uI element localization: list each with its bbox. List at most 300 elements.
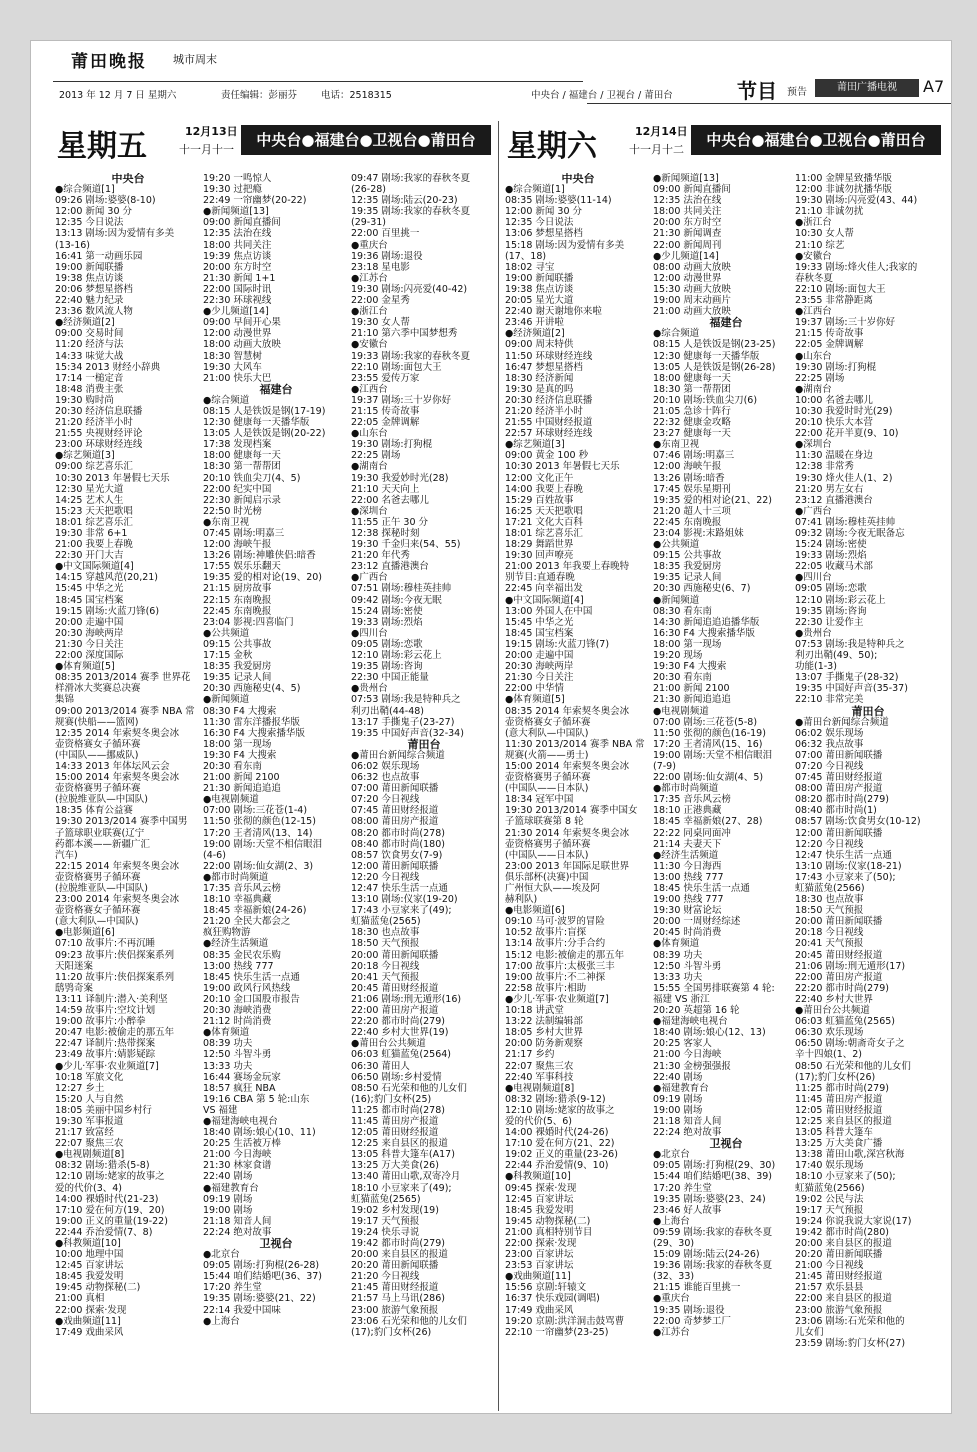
- listing-line: ●广西台: [351, 572, 388, 584]
- listing-line: 药都本溪——新疆广汇: [55, 838, 151, 850]
- listing-line: 12:38 非常秀: [795, 461, 854, 473]
- listing-line: 虹猫蓝兔(2565): [351, 916, 421, 928]
- listing-line: 10:30 我爱时时光(29): [795, 405, 893, 417]
- station-heading: 中央台: [561, 173, 595, 185]
- listing-line: 壶资格赛女子循环赛: [55, 905, 141, 917]
- listing-line: 22:30 新闻启示录: [203, 494, 281, 506]
- listing-line: 06:50 剧场:乡村爱情: [351, 1071, 442, 1083]
- listing-line: 19:35 剧场:咨询: [351, 661, 423, 673]
- listing-line: ●公共频道: [653, 539, 700, 551]
- listing-line: 12:25 来自县区的报道: [351, 1138, 448, 1150]
- listing-line: 18:30 经济新闻: [505, 372, 574, 384]
- listing-line: 22:40 剧场: [653, 1071, 703, 1083]
- listing-line: 19:35 爱的相对论(21、22): [653, 494, 772, 506]
- listing-line: ●山东台: [795, 350, 832, 362]
- listing-line: 18:00 第一现场: [203, 738, 272, 750]
- listing-line: 20:45 莆田财经报道: [351, 982, 439, 994]
- listing-line: 18:45 我爱发明: [505, 1204, 574, 1216]
- listing-column-6: [795, 173, 941, 1349]
- listing-line: ●戏曲频道[11]: [55, 1315, 121, 1327]
- lunar-date: 十一月十二: [629, 143, 684, 156]
- listing-line: 09:19 剧场: [203, 1193, 253, 1205]
- listing-line: 22:14 我爱中国味: [203, 1304, 281, 1316]
- listing-line: 20:10 快乐大本营: [795, 417, 873, 429]
- listing-line: 18:30 智慧树: [203, 350, 262, 362]
- listing-line: 19:30 购时尚: [55, 394, 114, 406]
- listing-line: 11:30 雷东洋播报华版: [203, 716, 300, 728]
- listing-line: 08:20 都市时尚(278): [351, 827, 445, 839]
- listing-line: (17、18): [505, 250, 547, 262]
- listing-line: 22:00 花开半夏(9、10): [795, 428, 899, 440]
- listing-line: 13:07 手撕鬼子(28-32): [795, 672, 899, 684]
- listing-line: 20:18 今日视线: [351, 960, 420, 972]
- listing-line: 09:00 2013/2014 赛季 NBA 常: [55, 705, 195, 717]
- listing-line: 21:00 今日海峡: [203, 1149, 272, 1161]
- listing-line: 18:35 我爱厨房: [203, 661, 272, 673]
- listing-line: 22:49 一帘幽梦(20-22): [203, 195, 307, 207]
- listing-line: 10:30 女人帮: [795, 228, 854, 240]
- listing-line: 10:18 军旅文化: [55, 1071, 124, 1083]
- listing-line: 鸱鸮奇案: [55, 982, 94, 994]
- listing-line: 08:35 金民农乐购: [203, 949, 281, 961]
- listing-line: 18:45 幸福新娘(27、28): [653, 816, 763, 828]
- listing-line: 13:26 剧场:暗香: [653, 472, 725, 484]
- listing-line: ●综合频道[1]: [55, 184, 115, 196]
- listing-line: 21:10 第六季中国梦想秀: [351, 328, 458, 340]
- station-heading: 福建台: [709, 316, 743, 330]
- listing-line: 12:50 斗智斗勇: [653, 960, 722, 972]
- listing-line: (17);豹门女杯(26): [351, 1326, 432, 1338]
- listing-line: 06:30 莆田人: [351, 1060, 410, 1072]
- listing-line: 23:59 剧场:豹门女杯(27): [795, 1337, 906, 1349]
- listing-line: 22:10 剧场:面包大王: [795, 283, 886, 295]
- listing-line: 11:50 张彻的颜色(12-15): [203, 816, 316, 828]
- listing-line: 17:55 娱乐乐翻天: [203, 561, 281, 573]
- listing-line: 20:45 时尚消费: [653, 927, 722, 939]
- listing-line: 12:35 法治在线: [653, 195, 722, 207]
- listing-line: 20:00 莆田新闻联播: [351, 949, 439, 961]
- listing-line: 21:30 今日关注: [505, 672, 574, 684]
- listing-line: 22:30 让爱作主: [795, 616, 864, 628]
- listing-line: 19:30 剧场:闪亮爱(40-42): [351, 283, 468, 295]
- listing-line: 23:46 好人故事: [653, 1204, 722, 1216]
- listing-line: 福建 VS 浙江: [653, 993, 710, 1005]
- listing-line: 13:10 剧场:仪家(18-21): [795, 860, 902, 872]
- listing-line: 18:45 快乐生活一点通: [203, 971, 300, 983]
- listing-line: 19:37 剧场:三十岁你好: [795, 317, 896, 329]
- listing-line: 12:35 剧场:陆云(20-23): [351, 195, 458, 207]
- listing-line: 19:30 我爱妙时光(28): [351, 472, 449, 484]
- listing-line: 11:25 都市时尚(278): [351, 1104, 445, 1116]
- listing-line: 21:20 经济半小时: [505, 405, 583, 417]
- listing-line: 09:00 新闻直播间: [203, 217, 281, 229]
- listing-line: 07:10 故事片:不再沉睡: [55, 938, 156, 950]
- listing-line: 22:40 乡村大世界(19): [351, 1027, 449, 1039]
- listing-line: 22:00 百里挑一: [351, 228, 420, 240]
- listing-line: 21:00 真相特别节目: [505, 1226, 593, 1238]
- listing-line: 21:00 2013 年我要上春晚特: [505, 561, 630, 573]
- listing-line: 06:32 也点故事: [351, 772, 420, 784]
- listing-line: 19:30 F4 大搜索: [653, 661, 727, 673]
- listing-line: ●江西台: [351, 383, 388, 395]
- listing-line: ●上海台: [653, 1215, 690, 1227]
- listing-line: 13:05 科普大篷车(A17): [351, 1149, 455, 1161]
- listing-line: ●电视剧频道: [653, 705, 709, 717]
- listing-line: 08:39 功夫: [203, 1038, 253, 1050]
- listing-line: 19:45 动物探秘(二): [505, 1215, 591, 1227]
- listing-line: 12:00 新闻 30 分: [505, 206, 583, 218]
- channel-banner: 中央台●福建台●卫视台●莆田台: [691, 125, 941, 155]
- page-number: A7: [923, 77, 945, 96]
- listing-line: 18:57 疯狂 NBA: [203, 1082, 276, 1094]
- listing-line: 23:00 2013 年国际足联世界: [505, 860, 630, 872]
- listing-line: 11:55 正午 30 分: [351, 516, 429, 528]
- listing-line: ●经济生活频道: [653, 849, 719, 861]
- listing-line: (26-28): [351, 184, 387, 196]
- listing-line: 20:20 莆田新闻联播: [351, 1260, 439, 1272]
- listing-line: 20:25 客家人: [653, 1038, 712, 1050]
- listing-line: 17:40 娱乐现场: [795, 1160, 864, 1172]
- listing-line: 20:00 走遍中国: [505, 650, 574, 662]
- listing-line: 22:30 中国正能量: [351, 672, 429, 684]
- listing-line: 22:47 译制片:热带探案: [55, 1038, 156, 1050]
- listing-line: 09:45 探索·发现: [505, 1182, 577, 1194]
- listing-line: 06:30 欢乐现场: [795, 1027, 864, 1039]
- listing-line: 19:45 动物探秘(二): [55, 1282, 141, 1294]
- listing-line: 15:44 咱们结婚吧(38、39): [653, 1171, 772, 1183]
- listing-line: ●新闻频道: [203, 694, 250, 706]
- listing-line: 21:15 传奇故事: [351, 405, 420, 417]
- listing-line: 08:57 饮食男女(7-9): [351, 849, 443, 861]
- listing-line: 21:57 马上马讯(286): [351, 1293, 445, 1305]
- listing-line: ●莆田台新闻综合频道: [795, 716, 889, 728]
- listing-line: 09:26 剧场:婆婆(8-10): [55, 195, 156, 207]
- listing-line: 18:00 健康每一天: [203, 450, 281, 462]
- listing-line: 18:40 剧场:娘心(10、11): [203, 1127, 316, 1139]
- listing-line: 20:30 经济信息联播: [55, 405, 143, 417]
- listing-line: 19:15 剧场:火蓝刀锋(6): [55, 605, 160, 617]
- listing-line: 15:56 京剧:轩辕文: [505, 1282, 587, 1294]
- listing-line: 22:15 2014 年索契冬奥会冰: [55, 860, 180, 872]
- listing-line: 12:10 剧场:彩云花上: [351, 650, 442, 662]
- listing-line: 12:00 非诚勿扰播华版: [795, 184, 892, 196]
- listing-line: 17:20 王者清风(15、16): [653, 738, 763, 750]
- listing-line: 19:30 是真的吗: [505, 383, 574, 395]
- listing-line: 壶资格赛女子循环赛: [505, 716, 591, 728]
- listing-line: 12:00 新闻 30 分: [55, 206, 133, 218]
- listing-line: ●经济频道[2]: [55, 317, 115, 329]
- listing-line: 17:20 养生堂: [653, 1182, 712, 1194]
- listing-line: ●公共频道: [203, 627, 250, 639]
- listing-line: 21:00 新闻 2100: [653, 683, 730, 695]
- listing-line: (7-9): [653, 760, 676, 772]
- header-rule: [53, 81, 583, 82]
- listing-line: 22:07 聚焦三农: [505, 1060, 574, 1072]
- listing-line: 20:30 海峡消费: [203, 1005, 272, 1017]
- listing-line: 12:45 百家讲坛: [55, 1260, 124, 1272]
- listing-line: 12:10 剧场:彩云花上: [795, 594, 886, 606]
- listing-line: 07:46 剧场:明嘉三: [653, 450, 735, 462]
- listing-line: 09:19 剧场: [653, 1093, 703, 1105]
- listing-line: 17:38 发现档案: [203, 439, 272, 451]
- listing-line: 21:15 传奇故事: [795, 328, 864, 340]
- listing-line: 18:35 我爱厨房: [653, 561, 722, 573]
- station-logo: 莆田广播电视: [815, 79, 919, 97]
- listing-line: ●莆田台公共频道: [351, 1038, 426, 1050]
- listing-line: 13:40 莆田山歌,双寄冷月: [351, 1171, 461, 1183]
- listing-line: ●科教频道[10]: [505, 1171, 571, 1183]
- listing-line: 17:14 一槌定音: [55, 372, 124, 384]
- listing-line: 19:00 周末动画片: [653, 295, 731, 307]
- listing-line: ●都市时尚频道: [653, 783, 719, 795]
- listing-line: 13:05 人是铁饭是钢(20-22): [203, 428, 326, 440]
- listing-line: 21:55 央视财经评论: [55, 428, 143, 440]
- listing-line: 22:00 深度国际: [55, 650, 124, 662]
- listing-line: 样滑冰大奖赛总决赛: [55, 683, 141, 695]
- listing-line: 09:00 早间开心果: [203, 317, 281, 329]
- listing-line: 15:24 剧场:密使: [795, 539, 867, 551]
- listing-line: 11:50 环球财经连线: [505, 350, 593, 362]
- section-label: 城市周末: [173, 53, 217, 66]
- listing-line: 22:22 同桌同面冲: [653, 827, 731, 839]
- listing-line: 22:45 东南晚报: [653, 516, 722, 528]
- listing-line: 18:45 幸福新娘(24-26): [203, 905, 307, 917]
- listing-line: 21:12 时尚消费: [203, 1016, 272, 1028]
- listing-line: 13:05 人是铁饭是钢(26-28): [653, 361, 776, 373]
- listing-line: 06:02 娱乐现场: [351, 760, 420, 772]
- listing-line: (4-6): [203, 849, 226, 861]
- listing-line: 虹猫蓝兔(2566): [795, 883, 865, 894]
- listing-line: 16:30 F4 大搜索播华版: [653, 627, 755, 639]
- listing-line: 21:17 乡约: [505, 1049, 555, 1061]
- listing-line: 15:30 动画大放映: [653, 283, 731, 295]
- listing-line: ●贵州台: [351, 683, 388, 695]
- listing-line: 19:38 焦点访谈: [55, 272, 124, 284]
- listing-line: 20:00 防务新观察: [505, 1038, 583, 1050]
- listing-line: 19:00 正义的重量(19-22): [55, 1215, 168, 1227]
- listing-line: 17:10 爱在何方(19、20): [55, 1204, 165, 1216]
- listing-line: 21:00 快乐大巴: [203, 372, 272, 384]
- listing-line: 20:30 经济信息联播: [505, 394, 593, 406]
- listing-line: 22:24 绝对故事: [203, 1226, 272, 1238]
- listing-line: 14:25 艺术人生: [55, 494, 124, 506]
- listing-line: 13:13 剧场:因为爱情有多美: [55, 228, 175, 240]
- listing-line: 21:00 真相: [55, 1293, 105, 1305]
- listing-line: 22:00 新闻周刊: [653, 239, 722, 251]
- listing-line: 18:10 小豆家来了(50);: [795, 1171, 896, 1183]
- listing-line: 22:24 绝对故事: [653, 1127, 722, 1139]
- listing-line: 23:55 爱传万家: [351, 372, 420, 384]
- listing-line: 20:00 莆田新闻联播: [795, 916, 883, 928]
- listing-line: 19:36 剧场:我家的春秋冬夏: [653, 1260, 773, 1272]
- listing-line: 12:38 探秘时刻: [351, 528, 420, 539]
- listing-line: 20:30 看东南: [653, 672, 712, 684]
- listing-line: 13:06 梦想星搭档: [505, 228, 583, 240]
- listing-line: 13:10 剧场:仪家(19-20): [351, 894, 458, 906]
- listing-line: 07:20 今日视线: [795, 760, 864, 772]
- listing-line: 12:05 莆田财经报道: [351, 1127, 439, 1139]
- listing-line: 09:00 综艺喜乐汇: [55, 461, 133, 473]
- listing-line: 21:18 知音人间: [203, 1215, 272, 1227]
- listing-line: 19:35 剧场:咨询: [795, 605, 867, 617]
- listing-line: 08:35 2013/2014 赛季 世界花: [55, 672, 191, 684]
- listing-line: 19:35 记录人间: [653, 572, 722, 584]
- listing-line: 12:20 今日视线: [795, 838, 864, 850]
- listing-line: ●深圳台: [351, 505, 388, 517]
- station-heading: 卫视台: [709, 1137, 743, 1151]
- listing-line: 15:09 剧场:陆云(24-26): [653, 1249, 760, 1261]
- listing-line: 15:45 中华之光: [505, 616, 574, 628]
- paper-logo: 莆田晚报: [71, 52, 147, 72]
- listing-line: (拉脱维亚队—中国队): [55, 883, 148, 894]
- listing-line: 12:00 动漫世界: [203, 328, 272, 340]
- listing-line: 11:00 金牌星致播华版: [795, 173, 892, 184]
- listing-line: 13:26 剧场:神雕侠侣:暗香: [203, 550, 316, 562]
- station-heading: 莆田台: [851, 704, 885, 718]
- listing-line: ●贵州台: [795, 627, 832, 639]
- listing-line: 22:50 时光榜: [203, 505, 262, 517]
- listing-line: ●经济频道[2]: [505, 328, 565, 340]
- listing-line: 17:20 王者清风(13、14): [203, 827, 313, 839]
- listing-line: 10:00 地理中国: [55, 1249, 124, 1261]
- day-name: 星期五: [57, 129, 147, 164]
- listing-line: ●体育频道[5]: [505, 694, 565, 706]
- listing-line: ●新闻频道[13]: [653, 173, 719, 184]
- listing-line: 17:43 小豆家来了(50);: [795, 871, 896, 883]
- listing-line: 07:53 剧场:我是特种兵之: [351, 694, 461, 706]
- listing-line: 23:36 数风流人物: [55, 306, 133, 318]
- listing-line: 18:50 天气预报: [795, 905, 864, 917]
- listing-line: 09:23 故事片:侠侣探案系列: [55, 949, 175, 961]
- listing-line: ●浙江台: [795, 217, 832, 229]
- listing-line: 15:44 咱们结婚吧(36、37): [203, 1271, 322, 1283]
- listing-line: ●湖南台: [351, 461, 388, 473]
- listing-line: 15:18 剧场:因为爱情有多美: [505, 239, 625, 251]
- listing-line: 18:00 共同关注: [653, 206, 722, 218]
- listing-line: ●四川台: [351, 627, 388, 639]
- listing-line: 22:05 收藏马术部: [795, 561, 873, 573]
- day-header-friday: [57, 119, 491, 163]
- listing-line: 22:40 谢天谢地你来啦: [505, 306, 602, 318]
- listing-line: 19:24 快乐寻说: [351, 1226, 420, 1238]
- listing-line: 20:30 西施秘史(6、7): [653, 583, 751, 595]
- listing-line: (中国队——日本队): [505, 849, 589, 861]
- listing-line: 21:30 新闻调查: [653, 228, 722, 240]
- listing-line: 22:44 乔治爱情(9、10): [505, 1160, 609, 1172]
- listing-line: 12:10 剧场:姥家的故事之: [505, 1104, 615, 1116]
- listing-line: 18:35 体育公益赛: [55, 805, 133, 817]
- listing-line: 爱的代价(3、4): [55, 1182, 123, 1194]
- listing-line: 20:18 今日视线: [795, 927, 864, 939]
- listing-line: 18:45 我爱发明: [55, 1271, 124, 1283]
- listing-line: ●科教频道[10]: [55, 1238, 121, 1249]
- listing-line: 21:20 今日视线: [351, 1271, 420, 1283]
- listing-line: 22:10 非常完美: [795, 694, 864, 706]
- listing-line: 18:00 第一现场: [653, 638, 722, 650]
- listing-line: 21:10 天天向上: [351, 483, 420, 495]
- listing-line: 12:35 法治在线: [203, 228, 272, 240]
- listing-line: 18:30 第一帮帮团: [653, 383, 731, 395]
- listing-line: 09:05 剧场:恋歌: [351, 638, 423, 650]
- editor: 责任编辑：彭丽芬: [221, 90, 298, 101]
- listing-line: 18:10 正港典藏: [653, 805, 722, 817]
- listing-line: ●江苏台: [653, 1326, 690, 1338]
- listing-line: ●江苏台: [351, 272, 388, 284]
- listing-line: 13:00 外国人在中国: [505, 605, 593, 617]
- listing-line: 12:30 健康每一天播华版: [653, 350, 760, 362]
- listing-line: 19:35 记录人间: [203, 672, 272, 684]
- listing-line: 19:35 剧场:退役: [653, 1304, 725, 1316]
- station-heading: 中央台: [111, 173, 145, 185]
- listing-line: 19:39 焦点访谈: [203, 250, 272, 262]
- listing-line: ●电视剧频道[8]: [505, 1082, 575, 1094]
- listing-line: 16:37 快乐戏园(调唱): [505, 1293, 600, 1305]
- channel-list: 中央台 / 福建台 / 卫视台 / 莆田台: [531, 90, 673, 101]
- listing-line: 12:30 星光大道: [55, 483, 124, 495]
- listing-line: 20:30 看东南: [203, 760, 262, 772]
- listing-line: 09:00 交易时间: [55, 328, 124, 340]
- listing-line: 19:20 一鸣惊人: [203, 173, 272, 184]
- listing-line: 20:25 生活被万棒: [203, 1138, 281, 1150]
- listing-line: 19:37 剧场:三十岁你好: [351, 394, 452, 406]
- listing-line: 21:57 欢乐县县: [795, 1282, 864, 1294]
- listing-line: 壶资格赛男子循环赛: [55, 783, 141, 795]
- listing-line: 21:20 经济半小时: [55, 417, 133, 429]
- station-heading: 卫视台: [259, 1237, 293, 1250]
- listing-line: 集锦: [55, 694, 75, 706]
- listing-line: 21:06 剧场:刑无遁形(16): [351, 993, 462, 1005]
- day-date: 12月13日: [185, 125, 238, 138]
- listing-line: 07:00 剧场:三花苍(1-4): [203, 805, 308, 817]
- listing-line: 16:41 第一动画乐园: [55, 250, 143, 262]
- listing-line: 22:58 故事片:相助: [505, 982, 587, 994]
- listing-line: 子篮球职业联赛(辽宁: [55, 827, 145, 839]
- listing-line: 08:30 看东南: [653, 605, 712, 617]
- listing-line: 10:18 讲武堂: [505, 1005, 564, 1017]
- listing-line: 22:44 乔治爱情(7、8): [55, 1226, 153, 1238]
- listing-line: ●中文国际频道[4]: [55, 561, 134, 573]
- listing-line: 11:30 2013/2014 赛季 NBA 常: [505, 738, 645, 750]
- listing-line: 08:30 F4 大搜索: [203, 705, 277, 717]
- listing-line: 20:30 西施秘史(4、5): [203, 683, 301, 695]
- listing-line: 22:10 剧场:面包大王: [351, 361, 442, 373]
- listing-line: ●浙江台: [351, 306, 388, 318]
- listing-line: 功能(1-3): [795, 661, 837, 673]
- listing-line: 17:35 音乐风云榜: [653, 794, 731, 806]
- listing-line: 壶资格赛男子循环赛: [505, 838, 591, 850]
- listing-line: 19:30 2013/2014 赛季中国男: [55, 816, 188, 828]
- listing-line: 07:00 莆田新闻联播: [795, 749, 883, 761]
- listing-line: 22:00 剧场:仙女湖(2、3): [203, 860, 314, 872]
- listing-line: 19:17 天气预报: [351, 1215, 420, 1227]
- listing-line: 19:30 F4 大搜索: [203, 749, 277, 761]
- listing-line: 19:30 财富论坛: [653, 905, 722, 917]
- listing-line: 22:00 奇梦梦工厂: [653, 1315, 731, 1327]
- listing-line: (意大利队—中国队): [55, 916, 139, 928]
- listing-line: ●新闻频道: [653, 594, 700, 606]
- listing-line: 08:50 石光荣和他的儿女们: [351, 1082, 467, 1094]
- listing-line: 11:20 故事片:侠侣探案系列: [55, 971, 175, 983]
- listing-line: 08:20 都市时尚(279): [795, 794, 889, 806]
- listing-line: ●安徽台: [795, 250, 832, 262]
- listing-line: 07:51 剧场:穆桂英挂帅: [351, 583, 452, 595]
- listing-line: 23:27 健康每一天: [653, 428, 731, 440]
- listing-line: 18:00 共同关注: [203, 239, 272, 251]
- listing-line: 18:05 美丽中国乡村行: [55, 1104, 152, 1116]
- listing-line: 08:32 剧场:猎杀(5-8): [55, 1160, 150, 1172]
- listing-line: 23:00 旅游气象预报: [351, 1304, 439, 1316]
- listing-line: 20:06 梦想星搭档: [55, 283, 133, 295]
